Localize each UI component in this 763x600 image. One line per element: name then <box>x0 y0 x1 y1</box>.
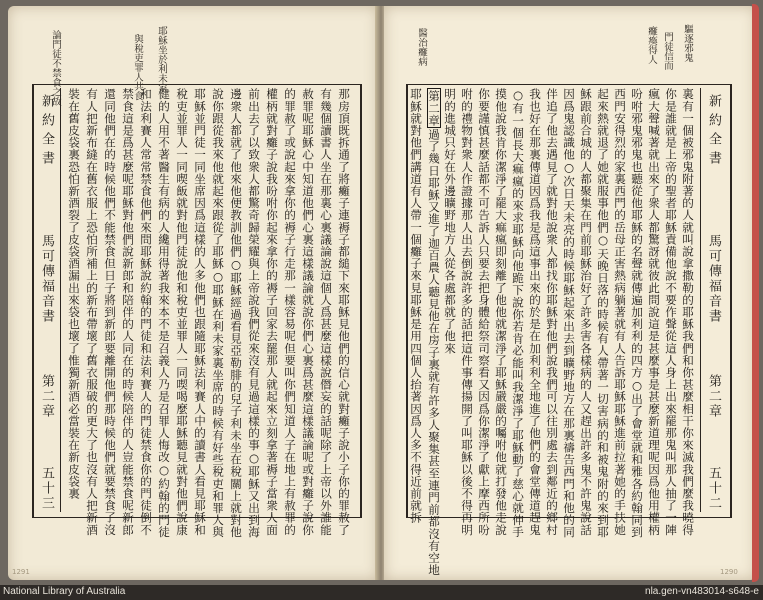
left-col-15: 有人把新布縫在舊衣服上恐怕所補上的新布帶壞了舊衣服破的更大了也沒有人把新酒 <box>85 88 99 536</box>
right-col-14: 咐的禮物對衆人作證據那人出去倒說許多的話把這件事傳揚開了叫耶穌以後不得再明 <box>460 88 474 536</box>
right-note-4: 醫治癱病 <box>416 28 427 66</box>
left-col-14: 還同他們在的時候他們不能禁食但日子將到新郎要離開他們那時候他們就要禁食了沒 <box>103 88 117 536</box>
left-col-13: 禁食這是爲甚麼呢耶穌對他們說新郎和陪伴的人同在的時候陪伴的人豈能禁食呢新郎 <box>121 88 135 536</box>
right-col-13: 你要謹慎甚麼話都不可告訴人只要去把身體給祭司察看又因爲你潔淨了獻上摩西所吩 <box>477 88 491 536</box>
right-book-title: 新約全書 <box>706 94 721 170</box>
right-col-3: 瘋大聲喊著就出來了衆人都驚訝就彼此問說這是甚麼事是甚麼新道理呢因爲他用權柄 <box>647 88 661 536</box>
right-page-number: 五十二 <box>706 466 721 511</box>
right-col-12: 摸他說我肯你潔淨了罷大痲瘋即刻離了他他就潔淨了耶穌嚴嚴的囑咐他就打發他走說 <box>494 88 508 536</box>
right-col-6: 起來熱就退了她就服事他們○天晚日落的時候有人帶著一切害病的和被鬼附的來到耶 <box>596 88 610 539</box>
right-col-15: 明的進城只好在外邊曠野地方人從各處都就了他來 <box>443 88 457 355</box>
left-chapter-label: 第二章 <box>39 374 54 419</box>
chapter2-first-line: 過了幾日耶穌又進了迦百農人聽見他在房子裏就有許多人聚集甚至連門前都沒有空地 <box>427 128 441 577</box>
right-col-9: 伴追了他去遇見了就對他說衆人都找你耶穌對他們說我們可以往別處去到鄰近的鄉村 <box>545 88 559 536</box>
right-col-4: 吩咐邪鬼邪鬼也聽從他耶穌的名聲就傳遍加利利的四方○出了會堂就和雅各約翰同到 <box>630 88 644 539</box>
left-note-1: 與稅吏罪人共食 <box>132 34 143 101</box>
right-col-11: ○有一個長大痲瘋的來求耶穌向他跪下說你若肯必能叫我潔淨了耶穌動了慈心就伸手 <box>511 88 525 539</box>
left-page-number: 五十三 <box>39 466 54 511</box>
left-page <box>8 6 378 580</box>
right-col-7: 穌跟前合城的人都聚集在門前耶穌治好了許多害各樣病的人又趕出許多鬼不許鬼說話 <box>579 88 593 536</box>
right-header-column <box>700 88 727 512</box>
left-col-7: 邊衆人都就了他來他便教訓他們○耶穌經過看見亞勒腓的兒子利未坐在稅關上就對他 <box>229 88 243 539</box>
left-gospel-title: 馬可傳福音書 <box>39 234 54 324</box>
left-col-6: 前出去了以致衆人都驚奇歸榮耀與上帝說我們從來沒有見過這樣的事○耶穌又出到海 <box>247 88 261 539</box>
chapter-marker: 第二章 <box>427 90 441 127</box>
right-col-1: 裏有一個被邪鬼附著的人就叫說拿撒勒的耶穌我們和你甚麼相干你來滅我們麼我曉得 <box>681 88 695 536</box>
left-col-11: 健的人用不著醫生有病的人纔用得著我來本不是召義人乃是召罪人悔改○約翰的門徒 <box>157 88 171 539</box>
left-body <box>62 88 354 539</box>
right-note-3: 癱瘓得人 <box>646 26 657 64</box>
right-chapter-label: 第二章 <box>706 374 721 419</box>
right-col-2: 你是誰就是上帝的聖者耶穌責備他說不要作聲從這人身上出來罷那鬼叫那人抽了一陣 <box>664 88 678 536</box>
left-header-column <box>34 88 61 512</box>
footer-library-name: National Library of Australia <box>3 586 126 597</box>
right-col-16 <box>427 88 441 577</box>
left-col-12: 和法利賽人常常禁食他們來問耶穌說約翰的門徒和法利賽人的門徒禁食你的門徒倒不 <box>139 88 153 536</box>
left-note-3: 論門徒不禁食之故 <box>50 30 61 106</box>
left-book-title: 新約全書 <box>39 94 54 170</box>
right-page <box>384 6 756 580</box>
right-pencil-number: 1290 <box>720 568 738 576</box>
left-pencil-number: 1291 <box>12 568 30 576</box>
right-col-8: 因爲鬼認識他○次日天未亮的時候耶穌起來出去到曠野地方在那裏禱告西門和他的同 <box>562 88 576 539</box>
right-note-1: 驅逐邪鬼 <box>682 24 693 62</box>
left-col-5: 權柄就對癱子說我吩咐你起來拿你的褥子回家去罷那人就起來立刻拿著褥子當衆人面 <box>265 88 279 536</box>
right-col-5: 西門安得烈的家裏西門的岳母正害熱病躺著就有人告訴耶穌耶穌進前拉著她的手扶她 <box>613 88 627 536</box>
left-col-1: 那房頂既拆通了將癱子連褥子都縋下來耶穌見他們的信心就對癱子說小子你的罪赦了 <box>337 88 351 536</box>
left-col-3: 赦罪呢耶穌心中知道他們心裏這樣議論就說你們心裏爲甚麼這樣議論呢或對癱子說你 <box>301 88 315 536</box>
right-col-17: 耶穌就對他們講道有人帶一個癱子來見耶穌是用四個人抬著因爲人多不得近前就拆 <box>409 88 423 524</box>
left-col-2: 有幾個讀書人坐在那裏心裏議論說這個人爲甚麼這樣說僭妄的話呢除了上帝以外誰能 <box>319 88 333 536</box>
right-note-2: 門徒信而 <box>662 32 673 70</box>
right-col-10: 我也好在那裏傳道因爲我是爲這事出來的於是在加利利全地進了他們的會堂傳道趕鬼 <box>528 88 542 536</box>
left-col-9: 耶穌並門徒一同坐席因爲這樣的人多他們也跟隨耶穌法利賽人中的讀書人看見耶穌和 <box>193 88 207 536</box>
left-col-8: 說你跟從我來他就起來跟從了耶穌○耶穌在利未家裏坐席的時候有好些稅吏和罪人與 <box>211 88 225 539</box>
left-col-10: 稅吏並罪人一同喫飯就對他門徒說他和稅吏並罪人一同喫喝麼耶穌聽見就對他們說康 <box>175 88 189 536</box>
right-gospel-title: 馬可傳福音書 <box>706 234 721 324</box>
left-note-2: 耶穌坐於利未家 <box>156 26 167 93</box>
page-edge-ribbon <box>752 4 759 582</box>
left-col-4: 的罪赦了或說起來拿你的褥子行走那一樣容易呢但要叫你們知道人子在地上有赦罪的 <box>283 88 297 536</box>
image-footer <box>0 585 763 600</box>
right-body <box>409 88 698 577</box>
footer-identifier: nla.gen-vn483014-s648-e <box>645 586 759 597</box>
left-col-16: 裝在舊皮袋裏恐怕新酒裂了皮袋酒漏出來袋也壞了惟獨新酒必當裝在新皮袋裏 <box>67 88 81 500</box>
